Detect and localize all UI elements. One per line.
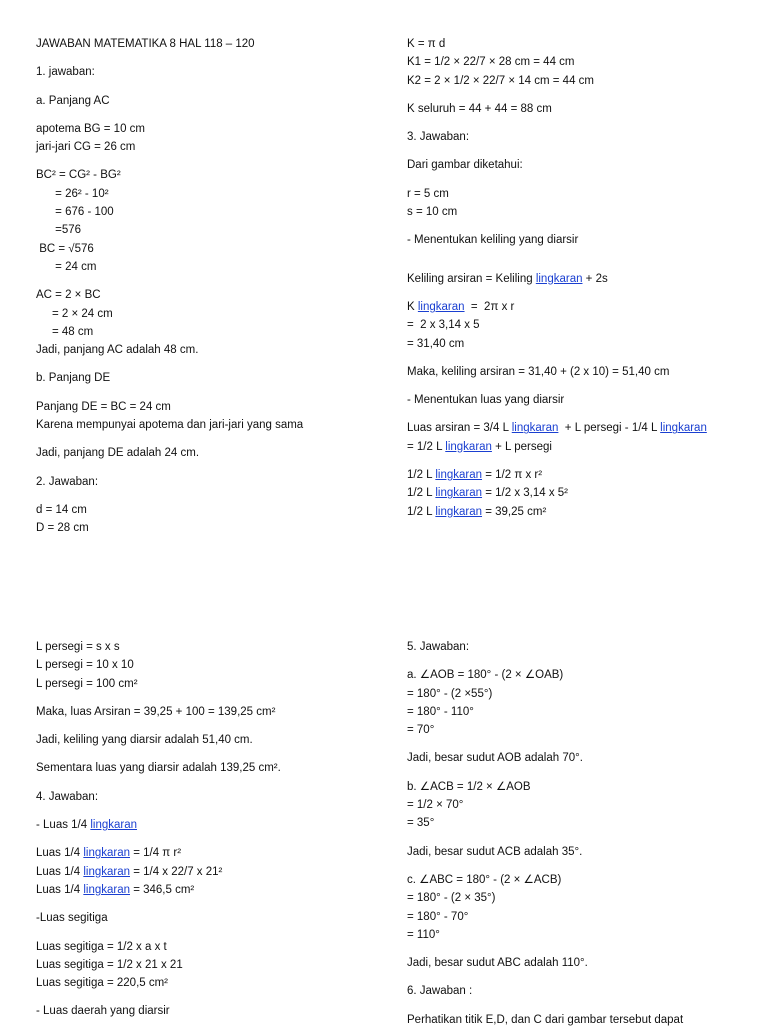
text-line: BC = √576	[36, 242, 94, 255]
answer-column-top-right	[407, 35, 707, 521]
line-gap	[36, 491, 303, 501]
text-line: 1. jawaban:	[36, 66, 95, 79]
line-gap	[36, 53, 303, 63]
line-gap	[407, 146, 707, 156]
text-line: Luas arsiran = 3/4 L lingkaran + L persegi - 1/4 L lingkaran	[407, 422, 707, 435]
text-line: r = 5 cm	[407, 187, 449, 200]
text-line: 3. Jawaban:	[407, 131, 470, 144]
text-line: apotema BG = 10 cm	[36, 122, 145, 135]
text-line: Luas segitiga = 220,5 cm²	[36, 977, 169, 990]
text-line: = 180° - (2 ×55°)	[407, 687, 493, 700]
answer-column-top-left	[36, 35, 303, 538]
text-line: = 180° - 70°	[407, 910, 469, 923]
text-line: JAWABAN MATEMATIKA 8 HAL 118 – 120	[36, 38, 255, 50]
text-line: Jadi, panjang DE adalah 24 cm.	[36, 447, 200, 460]
text-line: Panjang DE = BC = 24 cm	[36, 400, 171, 413]
text-line: = 1/2 L lingkaran + L persegi	[407, 440, 552, 453]
text-line: c. ∠ABC = 180° - (2 × ∠ACB)	[407, 873, 562, 886]
line-gap	[407, 833, 683, 843]
line-gap	[407, 118, 707, 128]
text-line: - Menentukan keliling yang diarsir	[407, 234, 579, 247]
text-line: - Menentukan luas yang diarsir	[407, 394, 565, 407]
text-line: L persegi = 100 cm²	[36, 677, 138, 690]
text-line: = 48 cm	[36, 325, 94, 338]
line-gap	[407, 250, 707, 260]
line-gap	[407, 656, 683, 666]
text-line: Luas 1/4 lingkaran = 1/4 π r²	[36, 847, 182, 860]
text-line: Jadi, besar sudut ABC adalah 110°.	[407, 957, 588, 970]
text-line: 5. Jawaban:	[407, 641, 470, 653]
lingkaran-link[interactable]: lingkaran	[90, 819, 138, 832]
lingkaran-link[interactable]: lingkaran	[417, 300, 465, 313]
text-line: b. Panjang DE	[36, 372, 111, 385]
line-gap	[36, 899, 281, 909]
text-line: Jadi, besar sudut ACB adalah 35°.	[407, 845, 583, 858]
text-line: Dari gambar diketahui:	[407, 159, 523, 172]
text-line: Luas 1/4 lingkaran = 346,5 cm²	[36, 883, 195, 896]
text-line: a. Panjang AC	[36, 94, 110, 107]
text-line: = 2 x 3,14 x 5	[407, 319, 480, 332]
text-line: = 110°	[407, 928, 440, 941]
text-line: = 24 cm	[36, 260, 97, 273]
line-gap	[407, 972, 683, 982]
text-line: = 180° - (2 × 35°)	[407, 892, 496, 905]
lingkaran-link[interactable]: lingkaran	[535, 272, 583, 285]
text-line: Maka, luas Arsiran = 39,25 + 100 = 139,25 cm²	[36, 705, 276, 718]
text-line: =576	[36, 224, 82, 237]
text-line: d = 14 cm	[36, 503, 87, 516]
line-gap	[36, 834, 281, 844]
text-line: Jadi, panjang AC adalah 48 cm.	[36, 344, 199, 357]
line-gap	[407, 221, 707, 231]
line-gap	[36, 693, 281, 703]
lingkaran-link[interactable]: lingkaran	[435, 487, 483, 500]
line-gap	[407, 381, 707, 391]
text-line: AC = 2 × BC	[36, 289, 101, 302]
text-line: 1/2 L lingkaran = 1/2 x 3,14 x 5²	[407, 487, 569, 500]
text-line: s = 10 cm	[407, 206, 458, 219]
line-gap	[36, 276, 303, 286]
text-line: Perhatikan titik E,D, dan C dari gambar tersebut dapat	[407, 1013, 684, 1026]
line-gap	[407, 353, 707, 363]
text-line: = 70°	[407, 724, 435, 737]
line-gap	[36, 156, 303, 166]
line-gap	[407, 288, 707, 298]
text-line: 4. Jawaban:	[36, 790, 99, 803]
lingkaran-link[interactable]: lingkaran	[511, 422, 559, 435]
text-line: = 26² - 10²	[36, 187, 109, 200]
text-line: Luas segitiga = 1/2 x 21 x 21	[36, 958, 183, 971]
text-line: - Luas daerah yang diarsir	[36, 1005, 170, 1018]
line-gap	[407, 260, 707, 270]
line-gap	[36, 992, 281, 1002]
line-gap	[36, 359, 303, 369]
text-line: K seluruh = 44 + 44 = 88 cm	[407, 102, 552, 115]
text-line: Sementara luas yang diarsir adalah 139,25 cm².	[36, 762, 281, 775]
line-gap	[407, 1001, 683, 1011]
text-line: = 2 × 24 cm	[36, 307, 113, 320]
line-gap	[36, 434, 303, 444]
answer-column-bottom-left	[36, 638, 281, 1021]
lingkaran-link[interactable]: lingkaran	[83, 847, 130, 860]
lingkaran-link[interactable]: lingkaran	[83, 883, 130, 896]
lingkaran-link[interactable]: lingkaran	[83, 865, 130, 878]
text-line: = 1/2 × 70°	[407, 799, 464, 812]
line-gap	[407, 944, 683, 954]
lingkaran-link[interactable]: lingkaran	[660, 422, 707, 435]
lingkaran-link[interactable]: lingkaran	[435, 469, 483, 482]
text-line: Jadi, besar sudut AOB adalah 70°.	[407, 752, 583, 765]
text-line: 2. Jawaban:	[36, 475, 99, 488]
line-gap	[36, 749, 281, 759]
text-line: D = 28 cm	[36, 522, 89, 535]
text-line: 6. Jawaban :	[407, 985, 473, 998]
line-gap	[36, 721, 281, 731]
text-line: Jadi, keliling yang diarsir adalah 51,40 cm.	[36, 734, 253, 747]
line-gap	[36, 806, 281, 816]
line-gap	[407, 409, 707, 419]
text-line: 1/2 L lingkaran = 39,25 cm²	[407, 505, 547, 518]
text-line: Keliling arsiran = Keliling lingkaran + 2s	[407, 272, 608, 285]
text-line: BC² = CG² - BG²	[36, 169, 121, 182]
text-line: = 31,40 cm	[407, 337, 465, 350]
text-line: -Luas segitiga	[36, 912, 108, 925]
text-line: - Luas 1/4 lingkaran	[36, 819, 138, 832]
text-line: Luas segitiga = 1/2 x a x t	[36, 940, 167, 953]
text-line: = 180° - 110°	[407, 705, 474, 718]
text-line: K2 = 2 × 1/2 × 22/7 × 14 cm = 44 cm	[407, 74, 594, 87]
text-line: jari-jari CG = 26 cm	[36, 141, 136, 154]
line-gap	[36, 110, 303, 120]
text-line: K1 = 1/2 × 22/7 × 28 cm = 44 cm	[407, 56, 575, 69]
text-line: K = π d	[407, 38, 446, 50]
line-gap	[407, 768, 683, 778]
text-line: a. ∠AOB = 180° - (2 × ∠OAB)	[407, 669, 564, 682]
text-line: L persegi = s x s	[36, 641, 120, 653]
line-gap	[36, 388, 303, 398]
line-gap	[407, 456, 707, 466]
lingkaran-link[interactable]: lingkaran	[445, 440, 492, 453]
line-gap	[36, 928, 281, 938]
line-gap	[407, 739, 683, 749]
line-gap	[36, 778, 281, 788]
text-line: 1/2 L lingkaran = 1/2 π x r²	[407, 469, 543, 482]
answer-column-bottom-right	[407, 638, 683, 1029]
text-line: Luas 1/4 lingkaran = 1/4 x 22/7 x 21²	[36, 865, 223, 878]
line-gap	[36, 463, 303, 473]
text-line: L persegi = 10 x 10	[36, 659, 134, 672]
line-gap	[407, 175, 707, 185]
text-line: = 676 - 100	[36, 206, 114, 219]
text-line: = 35°	[407, 817, 435, 830]
text-line: K lingkaran = 2π x r	[407, 300, 515, 313]
line-gap	[407, 861, 683, 871]
text-line: b. ∠ACB = 1/2 × ∠AOB	[407, 780, 531, 793]
line-gap	[36, 82, 303, 92]
line-gap	[407, 90, 707, 100]
lingkaran-link[interactable]: lingkaran	[435, 505, 483, 518]
text-line: Karena mempunyai apotema dan jari-jari yang sama	[36, 419, 304, 432]
text-line: Maka, keliling arsiran = 31,40 + (2 x 10) = 51,40 cm	[407, 365, 670, 378]
